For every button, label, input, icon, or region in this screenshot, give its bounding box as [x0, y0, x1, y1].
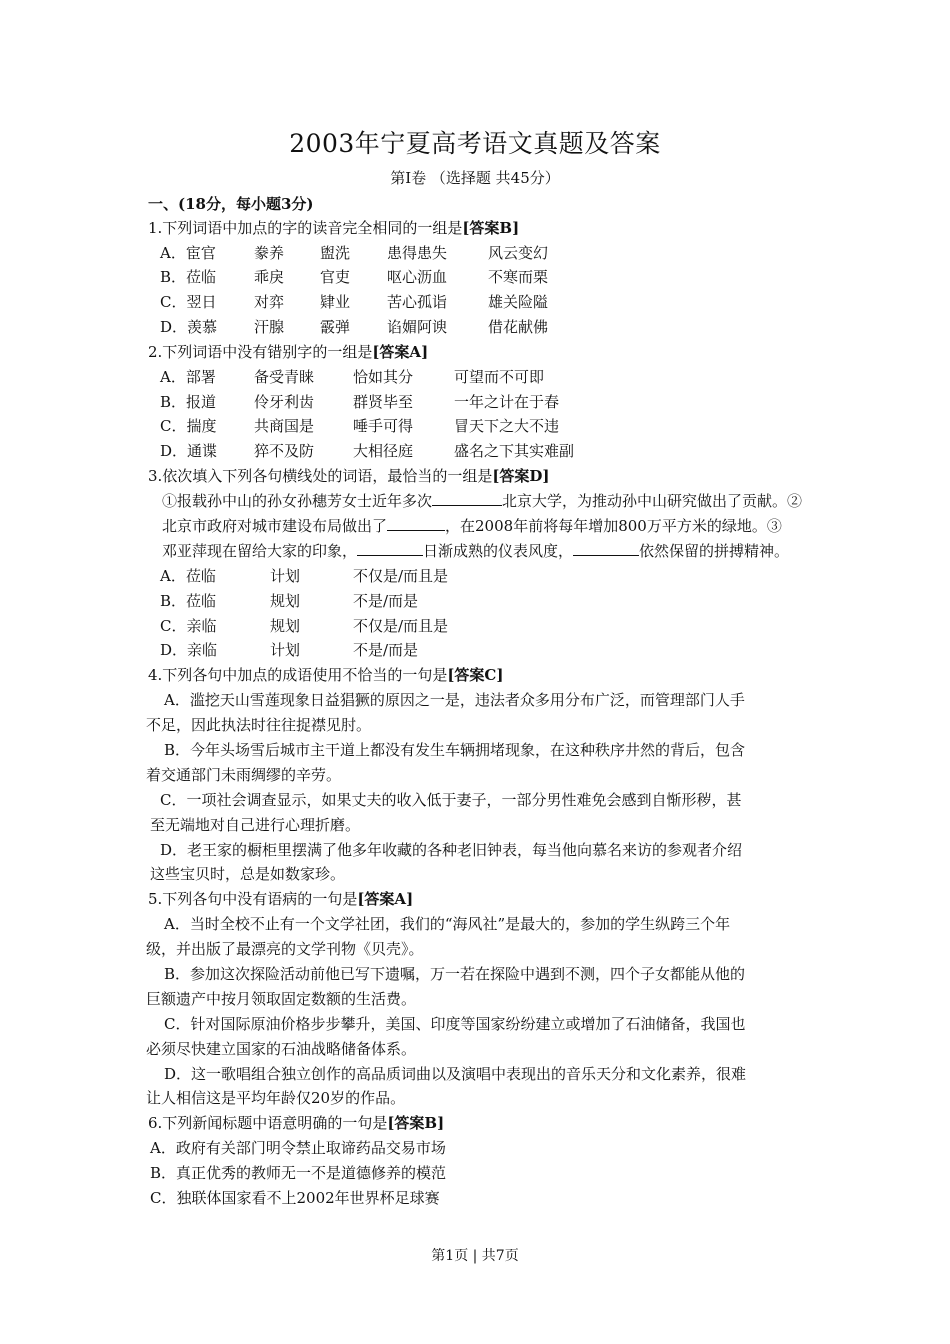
- question-3-passage-line: ①报载孙中山的孙女孙穗芳女士近年多次 北京大学，为推动孙中山研究做出了贡献。②: [162, 492, 803, 510]
- question-2-stem: 2.下列词语中没有错别字的一组是[答案A]: [148, 343, 429, 361]
- question-3-stem: 3.依次填入下列各句横线处的词语，最恰当的一组是[答案D]: [148, 467, 550, 485]
- option-text: 至无端地对自己进行心理折磨。: [150, 816, 361, 834]
- option-text: 这些宝贝时，总是如数家珍。: [150, 865, 346, 883]
- option-cell: 规划: [270, 617, 301, 635]
- option-cell: C．亲临: [160, 617, 217, 635]
- option-cell: 计划: [270, 641, 301, 659]
- page-footer: 第1页 | 共7页: [431, 1248, 519, 1264]
- question-6-stem: 6.下列新闻标题中语意明确的一句是[答案B]: [148, 1114, 445, 1132]
- option-cell: 雄关险隘: [488, 293, 549, 311]
- fill-blank: [357, 541, 423, 556]
- option-cell: 不是/而是: [353, 641, 419, 659]
- option-cell: A．宦官: [160, 244, 216, 262]
- fill-blank: [573, 541, 639, 556]
- option-cell: C．翌日: [160, 293, 217, 311]
- option-cell: C．揣度: [160, 417, 217, 435]
- option-cell: 对弈: [254, 293, 285, 311]
- option-cell: 不寒而栗: [488, 268, 549, 286]
- option-cell: 冒天下之大不违: [454, 417, 560, 435]
- option-cell: 唾手可得: [353, 417, 414, 435]
- option-cell: 患得患失: [387, 244, 448, 262]
- option-cell: 猝不及防: [254, 442, 315, 460]
- option-text: D．这一歌唱组合独立创作的高品质词曲以及演唱中表现出的音乐天分和文化素养，很难: [164, 1065, 747, 1083]
- option-text: A．滥挖天山雪莲现象日益猖獗的原因之一是，违法者众多用分布广泛，而管理部门人手: [164, 691, 745, 709]
- option-cell: 不仅是/而且是: [353, 617, 449, 635]
- question-3-passage-line: 邓亚萍现在留给大家的印象， 日渐成熟的仪表风度， 依然保留的拼搏精神。: [162, 542, 790, 560]
- option-cell: 一年之计在于春: [454, 393, 560, 411]
- option-text: C．一项社会调查显示，如果丈夫的收入低于妻子，一部分男性难免会感到自惭形秽，甚: [160, 791, 742, 809]
- option-text: C．独联体国家看不上2002年世界杯足球赛: [150, 1189, 440, 1207]
- option-text: D．老王家的橱柜里摆满了他多年收藏的各种老旧钟表，每当他向慕名来访的参观者介绍: [160, 841, 743, 859]
- option-text: B．参加这次探险活动前他已写下遗嘱，万一若在探险中遇到不测，四个子女都能从他的: [164, 965, 746, 983]
- option-cell: D．亲临: [160, 641, 218, 659]
- option-cell: 肄业: [320, 293, 351, 311]
- question-1-stem: 1.下列词语中加点的字的读音完全相同的一组是[答案B]: [148, 219, 520, 237]
- option-text: 让人相信这是平均年龄仅20岁的作品。: [146, 1089, 406, 1107]
- option-cell: 计划: [270, 567, 301, 585]
- question-5-stem: 5.下列各句中没有语病的一句是[答案A]: [148, 890, 414, 908]
- option-text: B．真正优秀的教师无一不是道德修养的模范: [150, 1164, 447, 1182]
- answer-label: [答案B]: [462, 219, 520, 237]
- option-cell: 可望而不可即: [454, 368, 545, 386]
- option-cell: 伶牙利齿: [254, 393, 315, 411]
- option-cell: 规划: [270, 592, 301, 610]
- option-cell: 风云变幻: [488, 244, 549, 262]
- option-cell: A．莅临: [160, 567, 216, 585]
- option-text: 级，并出版了最漂亮的文学刊物《贝壳》。: [146, 940, 424, 958]
- option-cell: 不是/而是: [353, 592, 419, 610]
- answer-label: [答案C]: [447, 666, 504, 684]
- answer-label: [答案A]: [357, 890, 414, 908]
- fill-blank: [387, 516, 445, 531]
- option-cell: 谄媚阿谀: [387, 318, 448, 336]
- option-cell: 盥洗: [320, 244, 351, 262]
- option-cell: 恰如其分: [353, 368, 414, 386]
- option-text: A．当时全校不止有一个文学社团，我们的“海风社”是最大的，参加的学生纵跨三个年: [164, 915, 731, 933]
- option-cell: 盛名之下其实难副: [454, 442, 575, 460]
- option-text: 巨额遗产中按月领取固定数额的生活费。: [146, 990, 417, 1008]
- option-cell: 呕心沥血: [387, 268, 448, 286]
- option-cell: D．羡慕: [160, 318, 218, 336]
- option-cell: 借花献佛: [488, 318, 549, 336]
- option-cell: 大相径庭: [353, 442, 414, 460]
- option-cell: 霰弹: [320, 318, 351, 336]
- option-text: A．政府有关部门明令禁止取谛药品交易市场: [150, 1139, 446, 1157]
- option-cell: 备受青睐: [254, 368, 315, 386]
- option-text: C．针对国际原油价格步步攀升，美国、印度等国家纷纷建立或增加了石油储备，我国也: [164, 1015, 746, 1033]
- answer-label: [答案A]: [372, 343, 429, 361]
- option-cell: 豢养: [254, 244, 285, 262]
- option-cell: 苦心孤诣: [387, 293, 448, 311]
- question-4-stem: 4.下列各句中加点的成语使用不恰当的一句是[答案C]: [148, 666, 504, 684]
- section-heading: 一、(18分，每小题3分): [148, 195, 314, 213]
- option-cell: 乖戾: [254, 268, 285, 286]
- option-cell: 汗腺: [254, 318, 285, 336]
- option-cell: D．通谍: [160, 442, 218, 460]
- option-text: B．今年头场雪后城市主干道上都没有发生车辆拥堵现象，在这种秩序井然的背后，包含: [164, 741, 746, 759]
- question-3-passage-line: 北京市政府对城市建设布局做出了 ，在2008年前将每年增加800万平方米的绿地。③: [162, 517, 782, 535]
- option-cell: 群贤毕至: [353, 393, 414, 411]
- option-cell: 不仅是/而且是: [353, 567, 449, 585]
- section-subtitle: 第Ⅰ卷 （选择题 共45分）: [390, 169, 560, 187]
- option-cell: 官吏: [320, 268, 351, 286]
- fill-blank: [432, 491, 502, 506]
- option-text: 着交通部门未雨绸缪的辛劳。: [146, 766, 342, 784]
- option-cell: B．莅临: [160, 592, 217, 610]
- option-cell: B．报道: [160, 393, 217, 411]
- answer-label: [答案B]: [387, 1114, 445, 1132]
- option-text: 不足，因此执法时往往捉襟见肘。: [146, 716, 372, 734]
- page-title: 2003年宁夏高考语文真题及答案: [289, 129, 661, 158]
- answer-label: [答案D]: [492, 467, 550, 485]
- option-cell: A．部署: [160, 368, 216, 386]
- option-cell: B．莅临: [160, 268, 217, 286]
- option-text: 必须尽快建立国家的石油战略储备体系。: [146, 1040, 417, 1058]
- option-cell: 共商国是: [254, 417, 315, 435]
